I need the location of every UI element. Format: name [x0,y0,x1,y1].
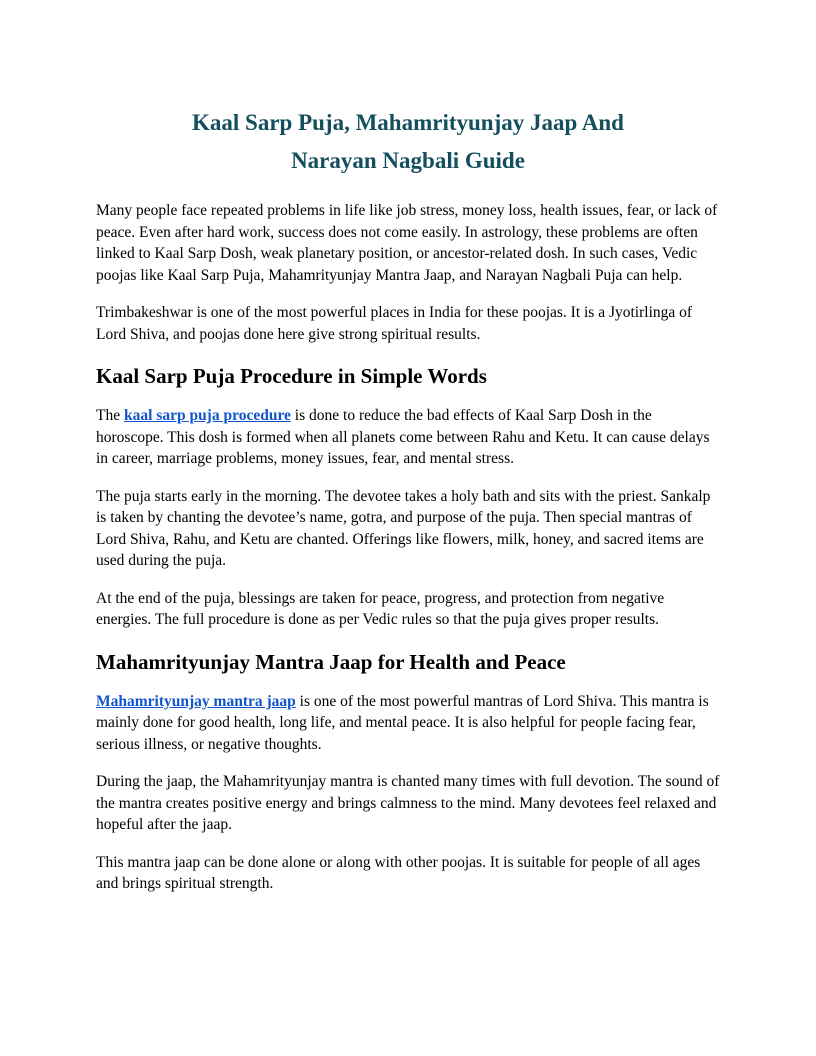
inline-link[interactable]: kaal sarp puja procedure [123,407,291,424]
text-run: At the end of the puja, blessings are taken for peace, progress, and protection from negative energies. The full procedure is done as per Vedic rules so that the puja gives proper results. [96,589,665,628]
text-run: This mantra jaap can be done alone or along with other poojas. It is suitable for people of all ages and brings spiritual strength. [96,853,701,892]
text-run: During the jaap, the Mahamrityunjay mantra is chanted many times with full devotion. The sound of the mantra creates positive energy and brings calmness to the mind. Many devotees feel relaxed and hopeful after the jaap. [96,773,720,833]
paragraph-intro [96,200,720,286]
paragraph-jaap-chanting [96,771,720,836]
heading-kaal-sarp-procedure: Kaal Sarp Puja Procedure in Simple Words [96,364,487,388]
paragraph-trimbakeshwar [96,302,720,345]
text-run: Trimbakeshwar is one of the most powerful places in India for these poojas. It is a Jyotirlinga of Lord Shiva, and poojas done here give strong spiritual results. [96,304,693,343]
heading-mahamrityunjay-jaap: Mahamrityunjay Mantra Jaap for Health and Peace [96,649,566,674]
text-run: Many people face repeated problems in life like job stress, money loss, health issues, fear, or lack of peace. Even after hard work, success does not come easily. In astrology, these problems are often linked to Kaal Sarp Dosh, weak planetary position, or ancestor-related dosh. In such cases, Vedic poojas like Kaal Sarp Puja, Mahamrityunjay Mantra Jaap, and Narayan Nagbali Puja can help. [96,202,718,284]
document-title-line-1: Kaal Sarp Puja, Mahamrityunjay Jaap And [192,110,624,135]
document-title-line-2: Narayan Nagbali Guide [291,148,525,173]
text-run: The puja starts early in the morning. The devotee takes a holy bath and sits with the priest. Sankalp is taken by chanting the devotee’s name, gotra, and purpose of the puja. Then special mantras of Lord Shiva, Rahu, and Ketu are chanted. Offerings like flowers, milk, honey, and sacred items are used during the puja. [96,487,711,569]
document-title [96,104,720,180]
paragraph-puja-steps [96,486,720,572]
paragraph-puja-blessings [96,588,720,631]
paragraph-mantra-overview [96,691,720,756]
paragraph-jaap-suitability [96,852,720,895]
text-run: is one of the most powerful mantras of Lord Shiva. This mantra is mainly done for good health, long life, and mental peace. It is also helpful for people facing fear, serious illness, or negative thoughts. [96,692,709,753]
paragraph-procedure-overview [96,405,720,470]
text-run: is done to reduce the bad effects of Kaal Sarp Dosh in the horoscope. This dosh is formed when all planets come between Rahu and Ketu. It can cause delays in career, marriage problems, money issues, fear, and mental stress. [96,407,710,467]
text-run: The [96,407,124,424]
inline-link[interactable]: Mahamrityunjay mantra jaap [96,692,296,710]
